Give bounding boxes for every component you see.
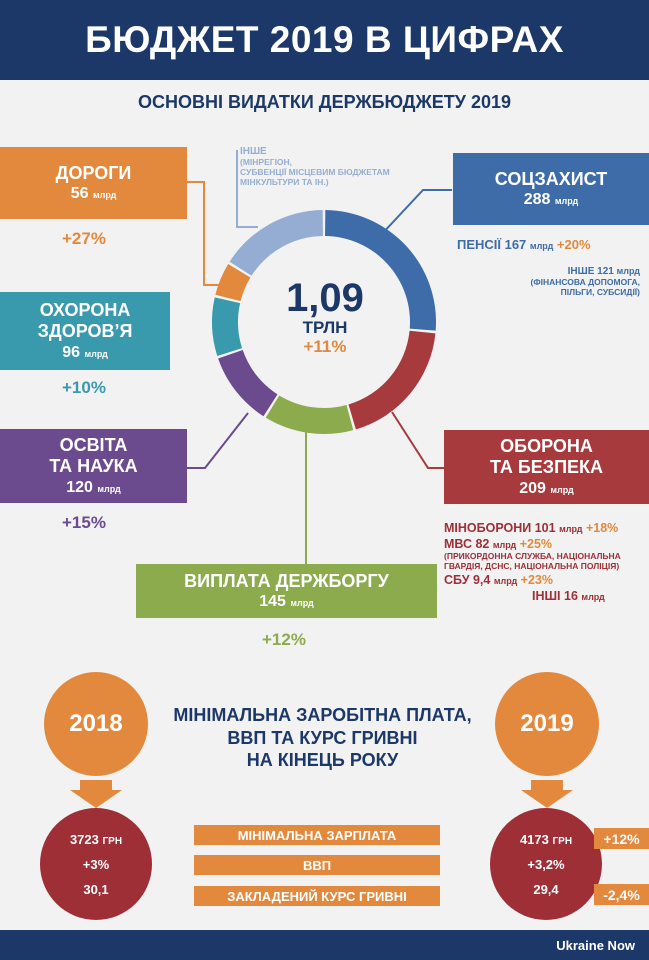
debt-title: ВИПЛАТА ДЕРЖБОРГУ [184, 570, 389, 591]
education-title-line1: ОСВІТА [59, 434, 128, 455]
bottom-heading-line3: НА КІНЕЦЬ РОКУ [246, 750, 399, 770]
debt-box [136, 564, 437, 618]
debt-growth: +12% [262, 630, 306, 649]
rate-2018: 30,1 [83, 881, 109, 897]
mod-growth: +18% [585, 521, 619, 535]
social-title: СОЦЗАХИСТ [494, 168, 608, 189]
sbu-growth: +23% [520, 573, 553, 588]
total-unit: ТРЛН [302, 318, 348, 337]
wage-change-badge: +12% [594, 828, 649, 849]
bottom-heading-line1: МІНІМАЛЬНА ЗАРОБІТНА ПЛАТА, [173, 705, 472, 725]
defense-details [444, 521, 644, 603]
connector-social [380, 190, 452, 236]
debt-unit: млрд [290, 598, 314, 609]
education-box [0, 429, 187, 503]
mvs-growth: +25% [519, 537, 553, 551]
social-other [460, 266, 640, 297]
mvs-note-line2: ГВАРДІЯ, ДСНС, НАЦІОНАЛЬНА ПОЛІЦІЯ) [444, 561, 620, 572]
others-label: ІНШІ 16 [532, 589, 578, 604]
pensions-growth: +20% [556, 237, 591, 252]
connector-defense [392, 412, 444, 468]
other-note-line3: МІНКУЛЬТУРИ ТА ІН.) [240, 177, 329, 188]
education-growth: +15% [62, 513, 106, 532]
other-note-line2: СУБВЕНЦІЇ МІСЦЕВИМ БЮДЖЕТАМ [240, 167, 390, 178]
donut-slice-6 [230, 210, 323, 276]
social-box [453, 153, 649, 225]
arrow-down-icon-2019 [521, 780, 573, 808]
roads-value: 56 [70, 185, 89, 203]
bar-wage: МІНІМАЛЬНА ЗАРПЛАТА [194, 825, 440, 845]
other-title: ІНШЕ [240, 146, 267, 157]
down-arrows [0, 780, 649, 810]
social-unit: млрд [554, 196, 579, 207]
education-title-line2: ТА НАУКА [49, 456, 138, 477]
donut-center [261, 278, 389, 357]
page-title: БЮДЖЕТ 2019 В ЦИФРАХ [0, 0, 649, 80]
mvs-unit: млрд [492, 540, 517, 550]
pensions-unit: млрд [529, 241, 554, 251]
wage-unit-2018: ГРН [102, 835, 123, 847]
rate-2019: 29,4 [533, 881, 559, 897]
connector-education [187, 413, 248, 468]
social-other-label: ІНШЕ 121 [567, 266, 614, 277]
defense-sbu [444, 573, 644, 587]
health-box [0, 292, 170, 370]
defense-others [532, 589, 644, 603]
social-other-note-line1: (ФІНАНСОВА ДОПОМОГА, [530, 277, 640, 287]
stats-2019-circle [490, 808, 602, 920]
footer-brand: Ukraine Now [556, 937, 635, 953]
education-value: 120 [66, 479, 93, 496]
roads-box [0, 147, 187, 219]
health-title-line2: ЗДОРОВ’Я [37, 321, 133, 342]
roads-title: ДОРОГИ [55, 162, 132, 183]
stats-2018-circle [40, 808, 152, 920]
bottom-heading-line2: ВВП ТА КУРС ГРИВНІ [227, 727, 418, 748]
mvs-note-line1: (ПРИКОРДОННА СЛУЖБА, НАЦІОНАЛЬНА [444, 551, 621, 561]
connector-roads [187, 182, 222, 285]
donut-slice-2 [266, 395, 354, 434]
defense-title-line1: ОБОРОНА [500, 435, 593, 456]
sbu-unit: млрд [493, 576, 518, 587]
health-unit: млрд [84, 349, 108, 359]
roads-growth: +27% [62, 229, 106, 248]
defense-box [444, 430, 649, 504]
defense-mvs [444, 537, 644, 551]
rate-change-badge: -2,4% [594, 884, 649, 905]
mvs-label: МВС 82 [444, 537, 490, 551]
wage-unit-2019: ГРН [552, 835, 573, 847]
bar-rate: ЗАКЛАДЕНИЙ КУРС ГРИВНІ [194, 886, 440, 906]
bar-gdp: ВВП [194, 855, 440, 875]
defense-title-line2: ТА БЕЗПЕКА [489, 457, 603, 478]
mod-label: МІНОБОРОНИ 101 [444, 521, 556, 535]
total-value: 1,09 [286, 276, 364, 320]
year-2018-label: 2018 [69, 710, 123, 737]
wage-2019: 4173 [519, 831, 549, 847]
other-note-line1: (МІНРЕГІОН, [240, 157, 293, 167]
sbu-label: СБУ 9,4 [444, 573, 491, 588]
gdp-2018: +3% [82, 856, 110, 872]
defense-unit: млрд [550, 485, 574, 495]
education-unit: млрд [97, 484, 121, 494]
health-value: 96 [62, 344, 80, 361]
footer [0, 930, 649, 960]
gdp-2019: +3,2% [527, 856, 565, 872]
year-2019-circle [495, 672, 599, 776]
year-2018-circle [44, 672, 148, 776]
roads-unit: млрд [92, 190, 117, 201]
defense-mod [444, 521, 644, 535]
other-label-block [240, 146, 430, 188]
pensions-label: ПЕНСІЇ 167 [457, 237, 527, 252]
bottom-heading [150, 704, 495, 772]
wage-2018: 3723 [69, 831, 99, 847]
social-pensions [457, 237, 591, 253]
year-2019-label: 2019 [520, 710, 574, 737]
arrow-down-icon-2018 [70, 780, 122, 808]
others-unit: млрд [581, 592, 605, 603]
social-other-unit: млрд [616, 266, 640, 276]
debt-value: 145 [259, 593, 286, 611]
health-growth: +10% [62, 378, 106, 397]
social-value: 288 [523, 191, 551, 209]
chart-subtitle: ОСНОВНІ ВИДАТКИ ДЕРЖБЮДЖЕТУ 2019 [137, 92, 512, 112]
donut-slice-3 [218, 350, 277, 416]
health-title-line1: ОХОРОНА [39, 299, 131, 320]
donut-slice-4 [212, 297, 242, 356]
defense-value: 209 [519, 480, 546, 497]
mod-unit: млрд [559, 524, 583, 534]
social-other-note-line2: ПІЛЬГИ, СУБСИДІЇ) [560, 287, 640, 298]
total-growth: +11% [303, 337, 347, 357]
